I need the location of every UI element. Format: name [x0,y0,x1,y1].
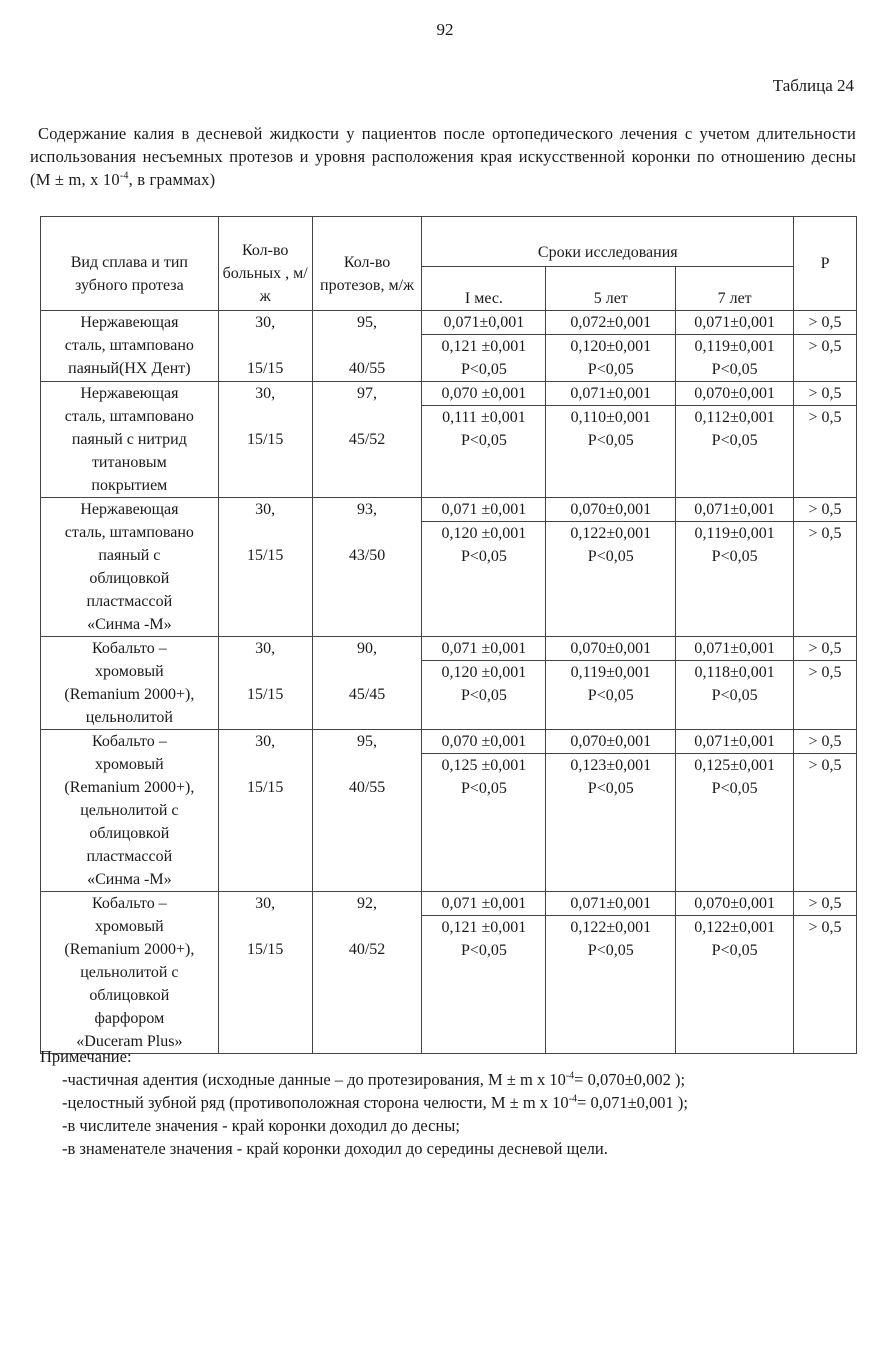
notes [40,1045,870,1160]
table-body [41,311,857,1054]
cell-value: 0,120 ±0,001 Р<0,05 [422,661,546,730]
page-number: 92 [436,20,454,39]
cell-value: 0,071 ±0,001 [422,637,546,661]
note-item: -частичная адентия (исходные данные – до протезирования, М ± m x $10^{-4}= 0,070\pm 0,002$ ); [62,1070,686,1089]
potassium-table [40,216,857,1054]
cell-p: > 0,5 [794,522,857,637]
cell-p: > 0,5 [794,916,857,1054]
cell-alloy: Нержавеющая сталь, штамповано паяный с нитрид титановым покрытием [41,382,219,498]
cell-value: 0,123±0,001 Р<0,05 [546,754,676,892]
cell-value: 0,072±0,001 [546,311,676,335]
cell-alloy: Кобальто – хромовый (Remanium 2000+), цельнолитой [41,637,219,730]
cell-value: 0,120 ±0,001 Р<0,05 [422,522,546,637]
cell-value: 0,071±0,001 [676,730,794,754]
caption-text: Содержание калия в десневой жидкости у пациентов после ортопедического лечения с учетом длительности использования несъемных протезов и уровня расположения края искусственной коронки по отношению десны (М ± m, x 10 [30,124,856,189]
table-label: Таблица 24 [772,76,854,95]
cell-value: 0,122±0,001 Р<0,05 [546,522,676,637]
table-row [41,311,857,335]
notes-title: Примечание: [40,1047,132,1066]
cell-value: 0,111 ±0,001 Р<0,05 [422,406,546,498]
cell-value: 0,121 ±0,001 Р<0,05 [422,335,546,382]
caption-exponent: -4 [119,170,129,182]
cell-value: 0,071±0,001 [676,498,794,522]
cell-prostheses: 90, 45/45 [312,637,422,730]
cell-p: > 0,5 [794,335,857,382]
cell-value: 0,125 ±0,001 Р<0,05 [422,754,546,892]
cell-alloy: Нержавеющая сталь, штамповано паяный с облицовкой пластмассой «Синма -М» [41,498,219,637]
cell-value: 0,122±0,001 Р<0,05 [676,916,794,1054]
header-p: Р [794,217,857,311]
cell-p: > 0,5 [794,661,857,730]
table-caption [30,122,856,191]
header-patients: Кол-во больных , м/ж [218,217,312,311]
cell-value: 0,112±0,001 Р<0,05 [676,406,794,498]
note-item: -в числителе значения - край коронки доходил до десны; [62,1116,460,1135]
cell-value: 0,071±0,001 [546,382,676,406]
cell-prostheses: 92, 40/52 [312,892,422,1054]
cell-value: 0,071±0,001 [676,311,794,335]
cell-value: 0,070±0,001 [546,730,676,754]
cell-prostheses: 93, 43/50 [312,498,422,637]
cell-value: 0,120±0,001 Р<0,05 [546,335,676,382]
cell-value: 0,071 ±0,001 [422,892,546,916]
table-row [41,382,857,406]
header-years7: 7 лет [676,267,794,311]
cell-patients: 30, 15/15 [218,382,312,498]
caption-tail: , в граммах) [128,170,216,189]
cell-p: > 0,5 [794,637,857,661]
cell-value: 0,071±0,001 [546,892,676,916]
cell-patients: 30, 15/15 [218,892,312,1054]
cell-p: > 0,5 [794,730,857,754]
header-prostheses: Кол-во протезов, м/ж [312,217,422,311]
table-row [41,498,857,522]
cell-value: 0,121 ±0,001 Р<0,05 [422,916,546,1054]
cell-value: 0,070±0,001 [676,382,794,406]
cell-value: 0,070±0,001 [546,637,676,661]
cell-p: > 0,5 [794,311,857,335]
cell-alloy: Кобальто – хромовый (Remanium 2000+), цельнолитой с облицовкой пластмассой «Синма -М» [41,730,219,892]
cell-value: 0,070±0,001 [676,892,794,916]
cell-p: > 0,5 [794,754,857,892]
note-item: -целостный зубной ряд (противоположная сторона челюсти, М ± m x $10^{-4}= 0,071\pm 0,001$ ); [62,1093,688,1112]
table-row [41,892,857,916]
cell-prostheses: 95, 40/55 [312,730,422,892]
cell-value: 0,070±0,001 [546,498,676,522]
header-years5: 5 лет [546,267,676,311]
cell-alloy: Кобальто – хромовый (Remanium 2000+), цельнолитой с облицовкой фарфором «Duceram Plus» [41,892,219,1054]
header-alloy: Вид сплава и тип зубного протеза [41,217,219,311]
header-terms: Сроки исследования [422,217,794,267]
cell-patients: 30, 15/15 [218,637,312,730]
cell-value: 0,118±0,001 Р<0,05 [676,661,794,730]
note-item: -в знаменателе значения - край коронки доходил до середины десневой щели. [62,1139,608,1158]
cell-patients: 30, 15/15 [218,730,312,892]
cell-prostheses: 97, 45/52 [312,382,422,498]
cell-p: > 0,5 [794,892,857,916]
header-month1: I мес. [422,267,546,311]
cell-value: 0,071±0,001 [422,311,546,335]
cell-p: > 0,5 [794,498,857,522]
cell-alloy: Нержавеющая сталь, штамповано паяный(НХ Дент) [41,311,219,382]
cell-p: > 0,5 [794,382,857,406]
cell-value: 0,071±0,001 [676,637,794,661]
cell-value: 0,125±0,001 Р<0,05 [676,754,794,892]
cell-p: > 0,5 [794,406,857,498]
cell-patients: 30, 15/15 [218,498,312,637]
cell-value: 0,122±0,001 Р<0,05 [546,916,676,1054]
cell-value: 0,071 ±0,001 [422,498,546,522]
cell-prostheses: 95, 40/55 [312,311,422,382]
table-row [41,730,857,754]
cell-value: 0,119±0,001 Р<0,05 [546,661,676,730]
cell-value: 0,070 ±0,001 [422,382,546,406]
cell-value: 0,110±0,001 Р<0,05 [546,406,676,498]
cell-patients: 30, 15/15 [218,311,312,382]
cell-value: 0,119±0,001 Р<0,05 [676,335,794,382]
cell-value: 0,119±0,001 Р<0,05 [676,522,794,637]
table-row [41,637,857,661]
cell-value: 0,070 ±0,001 [422,730,546,754]
